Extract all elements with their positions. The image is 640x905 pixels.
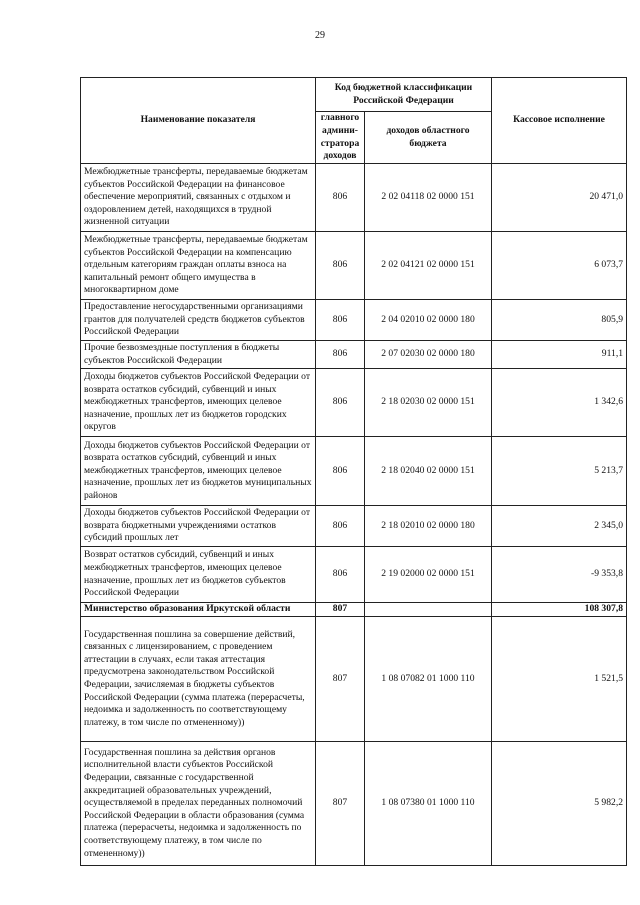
ministry-row — [81, 603, 627, 617]
row-code: 2 07 02030 02 0000 180 — [365, 341, 492, 369]
row-admin: 806 — [316, 547, 365, 603]
header-income: доходов областного бюджета — [365, 112, 492, 164]
row-value: 911,1 — [492, 341, 627, 369]
budget-table — [80, 77, 627, 866]
table-row — [81, 341, 627, 369]
row-admin: 806 — [316, 300, 365, 341]
row-value: 805,9 — [492, 300, 627, 341]
row-admin: 806 — [316, 341, 365, 369]
row-value: 5 982,2 — [492, 742, 627, 866]
row-name: Доходы бюджетов субъектов Российской Федерации от возврата бюджетными учреждениями остатков субсидий прошлых лет — [81, 506, 316, 547]
header-execution: Кассовое исполнение — [492, 78, 627, 164]
row-admin: 807 — [316, 617, 365, 742]
page-number: 29 — [315, 30, 325, 41]
row-admin: 806 — [316, 437, 365, 506]
row-code: 2 18 02010 02 0000 180 — [365, 506, 492, 547]
row-code: 2 04 02010 02 0000 180 — [365, 300, 492, 341]
row-code: 1 08 07082 01 1000 110 — [365, 617, 492, 742]
row-code: 2 02 04118 02 0000 151 — [365, 164, 492, 232]
row-name: Прочие безвозмездные поступления в бюджеты субъектов Российской Федерации — [81, 341, 316, 369]
row-name: Доходы бюджетов субъектов Российской Федерации от возврата остатков субсидий, субвенций и иных межбюджетных трансфертов, имеющих целевое назначение, прошлых лет из бюджетов городских округов — [81, 369, 316, 437]
row-admin: 806 — [316, 164, 365, 232]
row-code: 2 02 04121 02 0000 151 — [365, 232, 492, 300]
ministry-name: Министерство образования Иркутской области — [81, 603, 316, 617]
table-row — [81, 437, 627, 506]
header-name: Наименование показателя — [81, 78, 316, 164]
row-value: 5 213,7 — [492, 437, 627, 506]
row-name: Государственная пошлина за совершение действий, связанных с лицензированием, с проведением аттестации в случаях, если такая аттестация предусмотрена законодательством Российской Федерации, зачисляемая в бюджеты субъектов Российской Федерации (сумма платежа (перерасчеты, недоимка и задолженность по соответствующему платежу, в том числе по отмененному)) — [81, 617, 316, 742]
row-name: Возврат остатков субсидий, субвенций и иных межбюджетных трансфертов, имеющих целевое назначение, прошлых лет из бюджетов субъектов Российской Федерации — [81, 547, 316, 603]
row-value: 20 471,0 — [492, 164, 627, 232]
header-admin: главного админи-стратора доходов — [316, 112, 365, 164]
row-name: Межбюджетные трансферты, передаваемые бюджетам субъектов Российской Федерации на финансовое обеспечение мероприятий, связанных с отдыхом и оздоровлением детей, находящихся в трудной жизненной ситуации — [81, 164, 316, 232]
row-admin: 806 — [316, 506, 365, 547]
table-row — [81, 232, 627, 300]
table-row — [81, 506, 627, 547]
row-value: 1 521,5 — [492, 617, 627, 742]
row-name: Предоставление негосударственными организациями грантов для получателей средств бюджетов субъектов Российской Федерации — [81, 300, 316, 341]
row-value: 2 345,0 — [492, 506, 627, 547]
row-name: Межбюджетные трансферты, передаваемые бюджетам субъектов Российской Федерации на компенсацию отдельным категориям граждан оплаты взноса на капитальный ремонт общего имущества в многоквартирном доме — [81, 232, 316, 300]
row-name: Государственная пошлина за действия органов исполнительной власти субъектов Российской Федерации, связанные с государственной аккредитацией образовательных учреждений, осуществляемой в пределах переданных полномочий Российской Федерации в области образования (сумма платежа (перерасчеты, недоимка и задолженность по соответствующему платежу, в том числе по отмененному)) — [81, 742, 316, 866]
table-row — [81, 742, 627, 866]
row-value: -9 353,8 — [492, 547, 627, 603]
row-code: 2 19 02000 02 0000 151 — [365, 547, 492, 603]
row-value: 6 073,7 — [492, 232, 627, 300]
ministry-value: 108 307,8 — [492, 603, 627, 617]
row-code: 2 18 02040 02 0000 151 — [365, 437, 492, 506]
header-code-group: Код бюджетной классификации Российской Федерации — [316, 78, 492, 112]
row-admin: 806 — [316, 232, 365, 300]
row-name: Доходы бюджетов субъектов Российской Федерации от возврата остатков субсидий, субвенций и иных межбюджетных трансфертов, имеющих целевое назначение, прошлых лет из бюджетов муниципальных районов — [81, 437, 316, 506]
table-row — [81, 300, 627, 341]
row-value: 1 342,6 — [492, 369, 627, 437]
ministry-code — [365, 603, 492, 617]
table-row — [81, 164, 627, 232]
ministry-admin: 807 — [316, 603, 365, 617]
table-row — [81, 369, 627, 437]
row-admin: 806 — [316, 369, 365, 437]
row-admin: 807 — [316, 742, 365, 866]
table-row — [81, 547, 627, 603]
row-code: 1 08 07380 01 1000 110 — [365, 742, 492, 866]
row-code: 2 18 02030 02 0000 151 — [365, 369, 492, 437]
table-row — [81, 617, 627, 742]
